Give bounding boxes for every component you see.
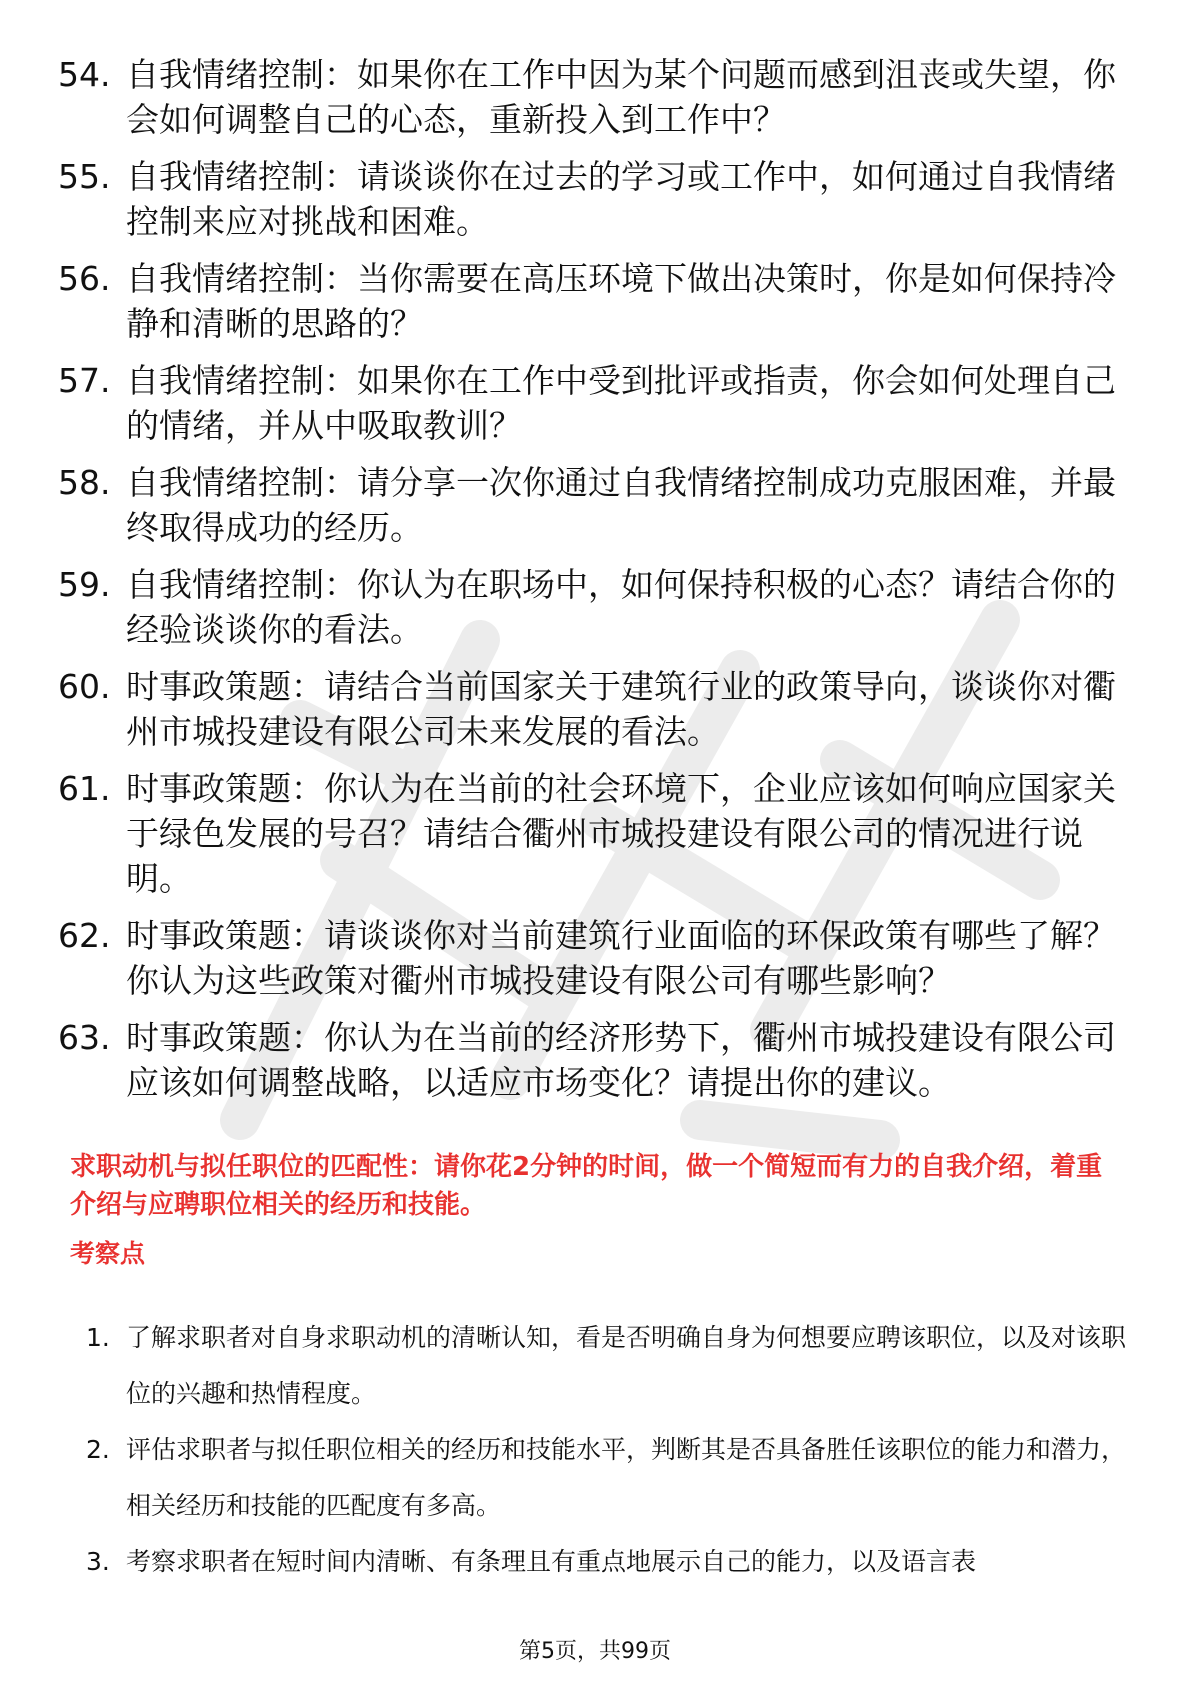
question-number: 61.: [58, 769, 111, 808]
question-item: [58, 154, 1128, 244]
focus-point-number: 3.: [86, 1547, 110, 1576]
section-heading: 求职动机与拟任职位的匹配性：请你花2分钟的时间，做一个简短而有力的自我介绍，着重介绍与应聘职位相关的经历和技能。: [70, 1152, 1103, 1220]
question-number: 55.: [58, 157, 111, 196]
question-text: 时事政策题：请结合当前国家关于建筑行业的政策导向，谈谈你对衢州市城投建设有限公司未来发展的看法。: [126, 667, 1116, 751]
focus-point-item: [86, 1422, 1126, 1534]
question-number: 56.: [58, 259, 111, 298]
question-text: 自我情绪控制：当你需要在高压环境下做出决策时，你是如何保持冷静和清晰的思路的？: [126, 259, 1116, 343]
focus-point-item: [86, 1310, 1126, 1422]
question-number: 54.: [58, 55, 111, 94]
question-text: 自我情绪控制：请分享一次你通过自我情绪控制成功克服困难，并最终取得成功的经历。: [126, 463, 1116, 547]
question-item: [58, 562, 1128, 652]
page-footer: 第5页，共99页: [519, 1639, 671, 1664]
focus-point-list: [86, 1310, 1126, 1590]
focus-point-item: [86, 1534, 1126, 1590]
focus-point-number: 1.: [86, 1323, 110, 1352]
question-number: 57.: [58, 361, 111, 400]
question-item: [58, 52, 1128, 142]
question-number: 60.: [58, 667, 111, 706]
question-item: [58, 256, 1128, 346]
question-text: 时事政策题：你认为在当前的经济形势下，衢州市城投建设有限公司应该如何调整战略，以适应市场变化？请提出你的建议。: [126, 1018, 1116, 1102]
question-text: 自我情绪控制：如果你在工作中受到批评或指责，你会如何处理自己的情绪，并从中吸取教训？: [126, 361, 1116, 445]
question-item: [58, 358, 1128, 448]
question-number: 62.: [58, 916, 111, 955]
question-text: 时事政策题：请谈谈你对当前建筑行业面临的环保政策有哪些了解？你认为这些政策对衢州市城投建设有限公司有哪些影响？: [126, 916, 1116, 1000]
question-text: 时事政策题：你认为在当前的社会环境下，企业应该如何响应国家关于绿色发展的号召？请结合衢州市城投建设有限公司的情况进行说明。: [126, 769, 1116, 898]
question-number: 58.: [58, 463, 111, 502]
focus-label: 考察点: [70, 1239, 146, 1268]
question-item: [58, 766, 1128, 901]
question-item: [58, 913, 1128, 1003]
question-item: [58, 1015, 1128, 1105]
question-text: 自我情绪控制：如果你在工作中因为某个问题而感到沮丧或失望，你会如何调整自己的心态，重新投入到工作中？: [126, 55, 1116, 139]
question-number: 59.: [58, 565, 111, 604]
question-text: 自我情绪控制：请谈谈你在过去的学习或工作中，如何通过自我情绪控制来应对挑战和困难。: [126, 157, 1116, 241]
focus-point-number: 2.: [86, 1435, 110, 1464]
question-list: [58, 52, 1128, 1117]
question-number: 63.: [58, 1018, 111, 1057]
focus-point-text: 考察求职者在短时间内清晰、有条理且有重点地展示自己的能力，以及语言表: [126, 1547, 977, 1576]
focus-point-text: 了解求职者对自身求职动机的清晰认知，看是否明确自身为何想要应聘该职位，以及对该职位的兴趣和热情程度。: [126, 1323, 1127, 1408]
question-item: [58, 460, 1128, 550]
focus-point-text: 评估求职者与拟任职位相关的经历和技能水平，判断其是否具备胜任该职位的能力和潜力，相关经历和技能的匹配度有多高。: [126, 1435, 1127, 1520]
question-text: 自我情绪控制：你认为在职场中，如何保持积极的心态？请结合你的经验谈谈你的看法。: [126, 565, 1116, 649]
question-item: [58, 664, 1128, 754]
